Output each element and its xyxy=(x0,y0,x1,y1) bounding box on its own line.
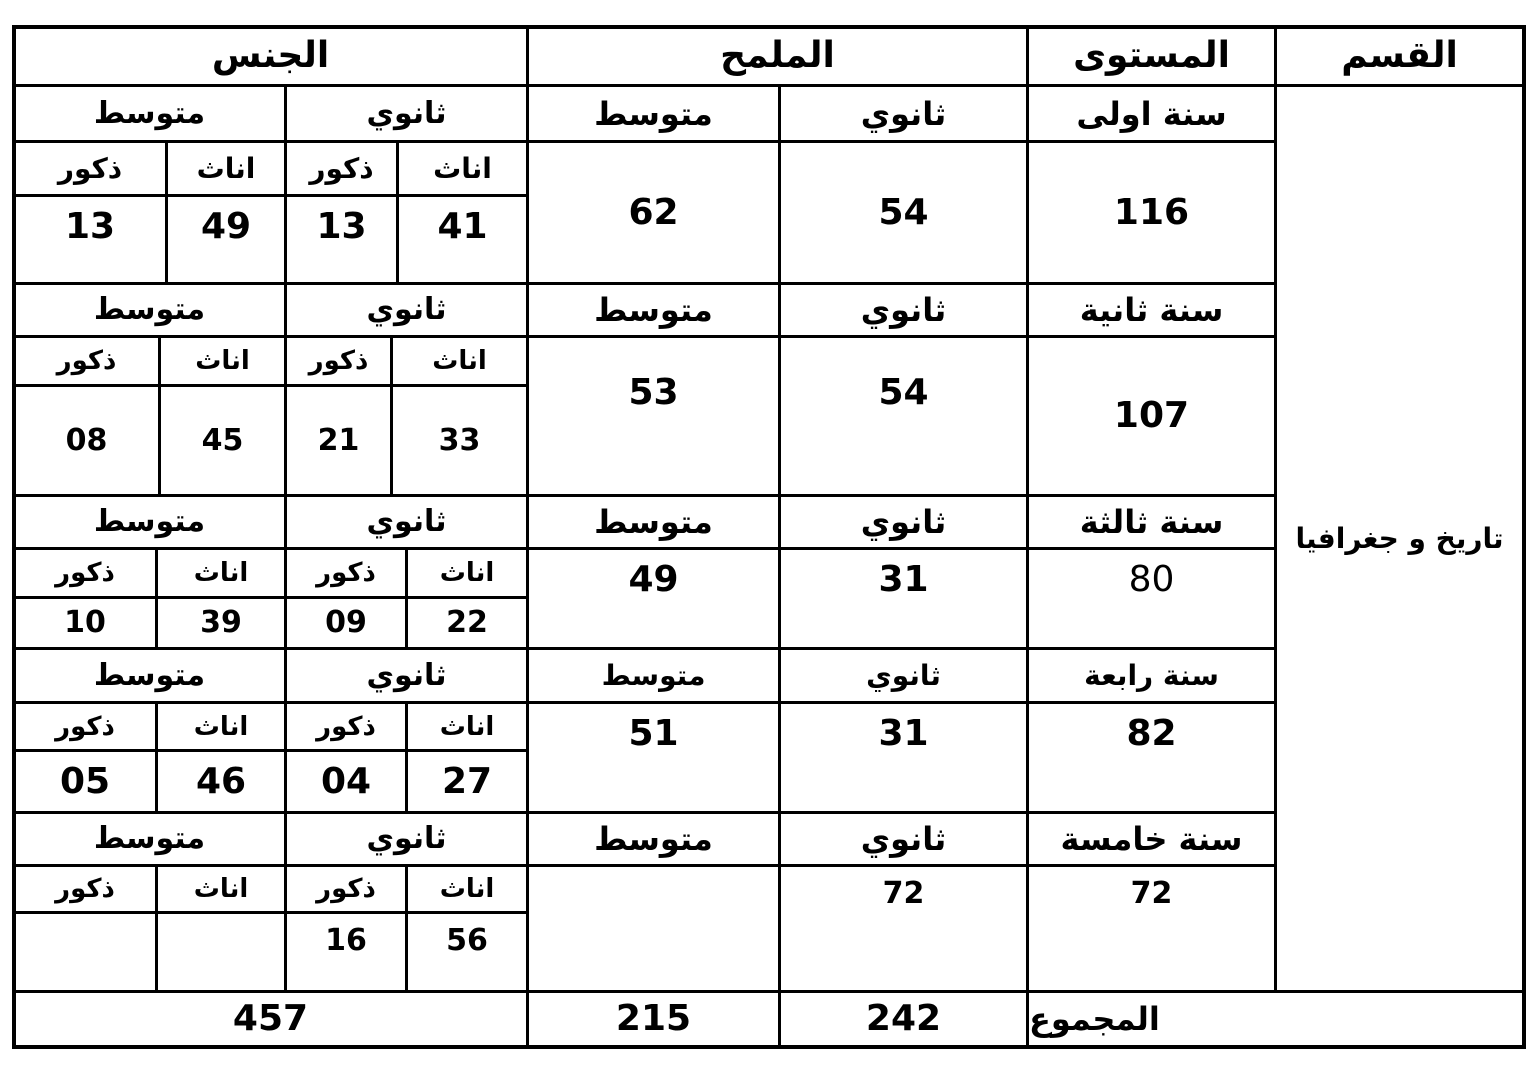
middle-males-value: 05 xyxy=(59,760,111,802)
profile-secondary-value: 54 xyxy=(878,191,929,233)
middle-females-value: 39 xyxy=(200,605,242,640)
profile-middle-label: متوسط xyxy=(594,291,713,329)
secondary-males-value: 21 xyxy=(317,422,360,458)
middle-females-value: 49 xyxy=(200,206,252,247)
profile-middle-value: 49 xyxy=(628,559,679,600)
gender-secondary-label: ثانوي xyxy=(366,95,447,131)
secondary-males-label: ذكور xyxy=(309,151,374,185)
profile-middle-value: 62 xyxy=(628,191,679,233)
secondary-females-label: اناث xyxy=(439,874,495,904)
level-label: سنة خامسة xyxy=(1060,820,1243,858)
secondary-females-label: اناث xyxy=(433,151,492,185)
middle-males-label: ذكور xyxy=(55,711,115,742)
level-total: 80 xyxy=(1128,559,1175,600)
profile-middle-total: 215 xyxy=(615,998,692,1039)
profile-secondary-label: ثانوي xyxy=(860,503,947,541)
secondary-males-label: ذكور xyxy=(308,346,369,376)
gender-middle-label: متوسط xyxy=(93,821,206,856)
middle-males-label: ذكور xyxy=(57,151,123,185)
gender-middle-label: متوسط xyxy=(93,657,206,693)
level-label: سنة ثالثة xyxy=(1079,503,1224,541)
secondary-males-value: 09 xyxy=(325,605,367,640)
gender-middle-label: متوسط xyxy=(93,95,206,131)
secondary-females-value: 22 xyxy=(446,605,488,640)
gender-header: الجنس xyxy=(211,35,330,76)
secondary-males-label: ذكور xyxy=(316,874,376,904)
department-header: القسم xyxy=(1341,35,1458,76)
middle-females-label: اناث xyxy=(193,711,249,742)
gender-secondary-label: ثانوي xyxy=(366,821,447,856)
profile-middle-label: متوسط xyxy=(601,658,706,692)
profile-middle-value xyxy=(529,867,778,921)
secondary-females-value: 33 xyxy=(438,422,481,458)
secondary-females-label: اناث xyxy=(439,558,495,588)
secondary-males-value: 16 xyxy=(325,923,367,958)
gender-middle-label: متوسط xyxy=(93,504,206,539)
profile-secondary-value: 31 xyxy=(878,713,929,754)
profile-secondary-label: ثانوي xyxy=(860,94,947,133)
gender-secondary-label: ثانوي xyxy=(366,292,447,327)
middle-females-label: اناث xyxy=(196,151,256,185)
level-total: 82 xyxy=(1126,713,1177,754)
middle-males-value: 08 xyxy=(65,422,108,458)
total-label: المجموع xyxy=(1029,1000,1160,1038)
department-name: تاريخ و جغرافيا xyxy=(1295,521,1504,555)
profile-header: الملمح xyxy=(720,35,835,76)
level-total: 72 xyxy=(1130,876,1173,911)
profile-secondary-label: ثانوي xyxy=(860,820,947,858)
middle-females-label: اناث xyxy=(193,558,249,588)
level-label: سنة ثانية xyxy=(1079,291,1224,329)
secondary-males-value: 04 xyxy=(320,760,372,802)
profile-secondary-label: ثانوي xyxy=(860,291,947,329)
secondary-females-value: 41 xyxy=(437,206,488,247)
middle-females-label: اناث xyxy=(195,346,250,376)
gender-total: 457 xyxy=(232,998,309,1039)
level-total: 107 xyxy=(1113,395,1190,436)
middle-males-value xyxy=(15,914,155,968)
middle-females-value: 46 xyxy=(195,760,247,802)
profile-secondary-value: 72 xyxy=(882,876,925,911)
secondary-females-label: اناث xyxy=(439,711,495,742)
profile-middle-label: متوسط xyxy=(594,503,713,541)
secondary-females-value: 27 xyxy=(441,760,493,802)
level-header: المستوى xyxy=(1073,35,1230,76)
profile-secondary-label: ثانوي xyxy=(866,658,941,692)
secondary-males-label: ذكور xyxy=(316,711,376,742)
profile-middle-value: 53 xyxy=(628,372,679,413)
gender-secondary-label: ثانوي xyxy=(366,657,447,693)
secondary-males-value: 13 xyxy=(316,206,367,247)
middle-females-value: 45 xyxy=(201,422,244,458)
gender-middle-label: متوسط xyxy=(93,292,206,327)
middle-males-value: 13 xyxy=(64,206,116,247)
level-label: سنة اولى xyxy=(1076,94,1227,133)
profile-middle-label: متوسط xyxy=(594,94,713,133)
secondary-males-label: ذكور xyxy=(316,558,376,588)
secondary-females-label: اناث xyxy=(432,346,487,376)
profile-middle-label: متوسط xyxy=(594,820,713,858)
profile-middle-value: 51 xyxy=(628,713,679,754)
profile-secondary-value: 54 xyxy=(878,372,929,413)
profile-secondary-value: 31 xyxy=(878,559,929,600)
middle-females-value xyxy=(158,914,284,968)
middle-males-value: 10 xyxy=(64,605,106,640)
secondary-females-value: 56 xyxy=(446,923,488,958)
middle-males-label: ذكور xyxy=(55,874,115,904)
level-total: 116 xyxy=(1113,191,1190,233)
middle-females-label: اناث xyxy=(193,874,249,904)
table-border-bottom xyxy=(12,1045,1526,1049)
gender-secondary-label: ثانوي xyxy=(366,504,447,539)
middle-males-label: ذكور xyxy=(55,558,115,588)
middle-males-label: ذكور xyxy=(56,346,117,376)
profile-secondary-total: 242 xyxy=(865,998,942,1039)
table-border-right xyxy=(1522,25,1526,1049)
level-label: سنة رابعة xyxy=(1084,658,1219,692)
